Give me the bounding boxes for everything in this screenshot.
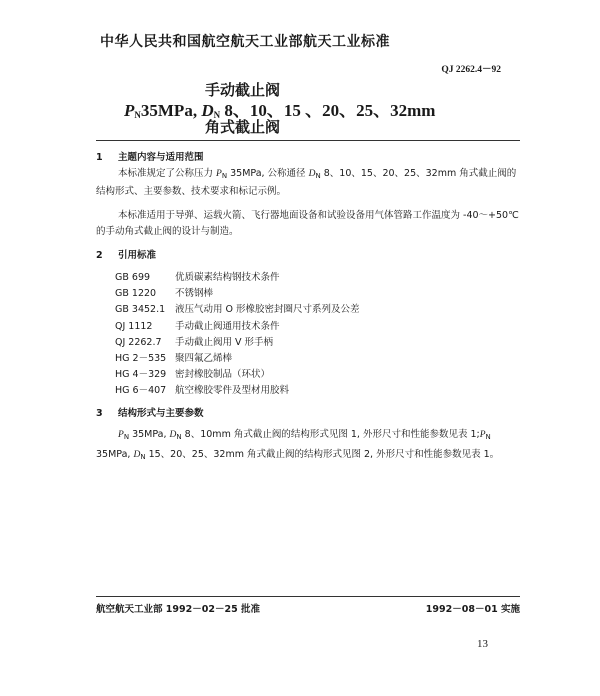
approval-info: 航空航天工业部 1992－02－25 批准 (96, 604, 260, 615)
reference-item: GB 3452.1 液压气动用 O 形橡胶密封圈尺寸系列及公差 (115, 304, 360, 316)
doc-title-line3: 角式截止阀 (205, 118, 281, 136)
section-3-title: 结构形式与主要参数 (118, 408, 204, 419)
doc-title-line1: 手动截止阀 (205, 81, 281, 99)
reference-item: HG 2－535 聚四氟乙烯棒 (115, 352, 233, 364)
header-divider (96, 140, 520, 141)
standard-authority-title: 中华人民共和国航空航天工业部航天工业标准 (100, 34, 390, 50)
footer-divider (96, 596, 520, 597)
doc-title-line2: $P_N35MPa$, $D_N$ 8、10、15 、20、25、32mm (124, 101, 436, 120)
reference-list (115, 270, 360, 400)
section-3-heading (96, 405, 204, 419)
reference-item: QJ 2262.7 手动截止阀用 V 形手柄 (115, 336, 274, 348)
section-1-paragraph-2: 本标准适用于导弹、运载火箭、飞行器地面设备和试验设备用气体管路工作温度为 -40～+50℃ 的手动角式截止阀的设计与制造。 (96, 210, 519, 237)
reference-item: QJ 1112 手动截止阀通用技术条件 (115, 320, 280, 332)
section-1-paragraph-1: 本标准规定了公称压力 $P_N$ 35MPa, 公称通径 $D_N$ 8、10、15、20、25、32mm 角式截止阀的结构形式、主要参数、技术要求和标记示例。 (96, 168, 517, 197)
section-2-heading (96, 247, 156, 261)
section-1-title: 主题内容与适用范围 (118, 152, 204, 163)
reference-item: GB 699 优质碳素结构钢技术条件 (115, 272, 280, 283)
page-number: 13 (477, 638, 488, 650)
effective-date: 1992－08－01 实施 (425, 604, 520, 615)
section-2-title: 引用标准 (118, 250, 157, 261)
reference-item: HG 4－329 密封橡胶制品（环状） (115, 369, 271, 381)
section-3-paragraph-1: $P_N$ 35MPa, $D_N$ 8、10mm 角式截止阀的结构形式见图 1, 外形尺寸和性能参数见表 $1;P_N$ 35MPa, $D_N$ 15、20、25、32mm 角式截止阀的结构形式见图 2, 外形尺寸和性能参数见表 1。 (96, 429, 500, 461)
reference-item: GB 1220 不锈钢棒 (115, 288, 214, 300)
section-3-number: 3 (96, 408, 103, 419)
section-2-number: 2 (96, 250, 103, 261)
reference-item: HG 6－407 航空橡胶零件及型材用胶料 (115, 385, 290, 397)
standard-number: QJ 2262.4－92 (441, 65, 501, 75)
section-1-number: 1 (96, 152, 103, 163)
section-1-heading (96, 149, 204, 163)
